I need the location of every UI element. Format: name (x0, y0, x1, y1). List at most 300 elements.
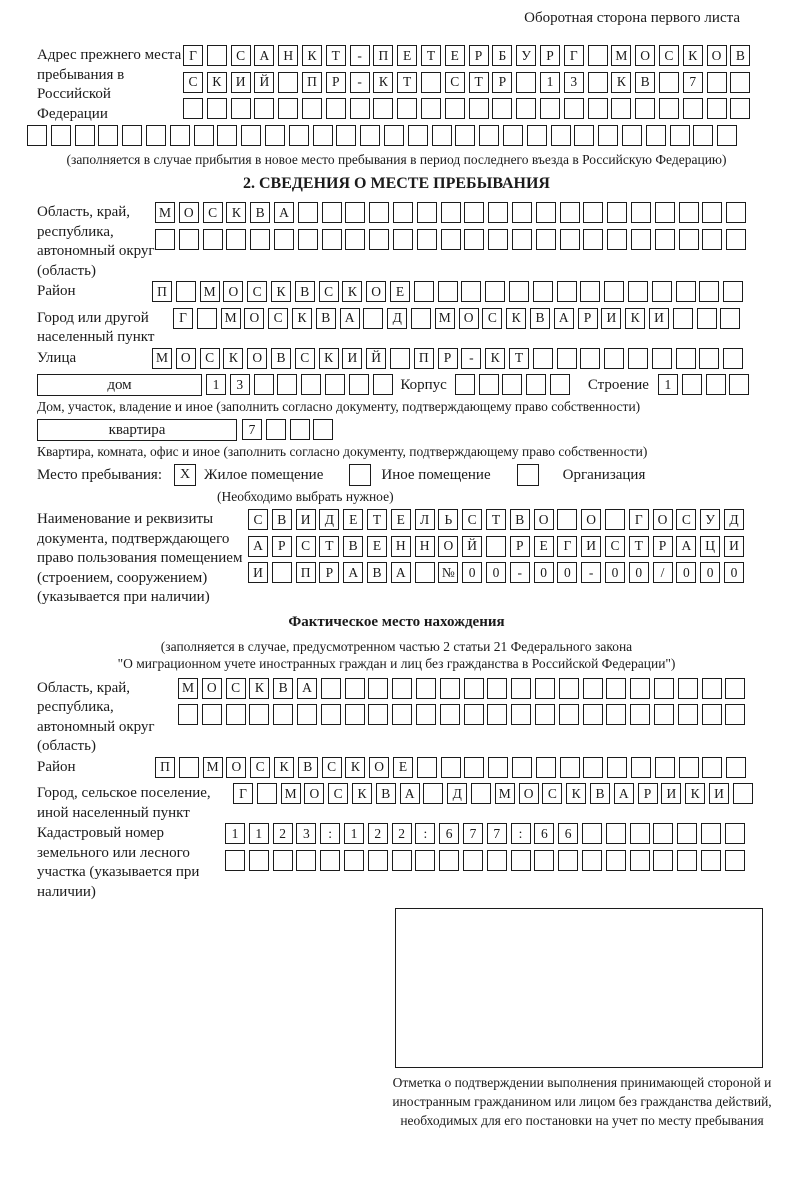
char-cell[interactable] (322, 229, 342, 250)
char-cell[interactable] (733, 783, 753, 804)
char-cell[interactable]: С (676, 509, 696, 530)
char-cell[interactable] (183, 98, 203, 119)
char-cell[interactable] (461, 281, 481, 302)
char-cell[interactable]: В (343, 536, 363, 557)
char-cell[interactable]: 6 (534, 823, 554, 844)
char-cell[interactable] (582, 823, 602, 844)
char-cell[interactable] (417, 202, 437, 223)
char-cell[interactable] (297, 704, 317, 725)
char-cell[interactable] (697, 308, 717, 329)
char-cell[interactable] (207, 98, 227, 119)
char-cell[interactable] (416, 704, 436, 725)
char-cell[interactable]: : (320, 823, 340, 844)
char-cell[interactable] (415, 850, 435, 871)
char-cell[interactable]: К (373, 72, 393, 93)
char-cell[interactable]: Р (578, 308, 598, 329)
char-cell[interactable]: Г (629, 509, 649, 530)
char-cell[interactable] (512, 202, 532, 223)
char-cell[interactable] (75, 125, 95, 146)
char-cell[interactable]: В (376, 783, 396, 804)
char-cell[interactable]: О (534, 509, 554, 530)
char-cell[interactable] (654, 678, 674, 699)
char-cell[interactable] (274, 229, 294, 250)
char-cell[interactable] (670, 125, 690, 146)
char-cell[interactable] (416, 678, 436, 699)
char-cell[interactable]: С (268, 308, 288, 329)
char-cell[interactable]: Г (233, 783, 253, 804)
char-cell[interactable]: Т (367, 509, 387, 530)
char-cell[interactable]: И (724, 536, 744, 557)
char-cell[interactable]: 3 (230, 374, 250, 395)
char-cell[interactable] (492, 98, 512, 119)
char-cell[interactable] (706, 374, 726, 395)
char-cell[interactable] (622, 125, 642, 146)
char-cell[interactable] (701, 850, 721, 871)
char-cell[interactable] (485, 281, 505, 302)
char-cell[interactable] (313, 125, 333, 146)
char-cell[interactable] (540, 98, 560, 119)
char-cell[interactable] (202, 704, 222, 725)
char-cell[interactable] (527, 125, 547, 146)
char-cell[interactable] (702, 678, 722, 699)
char-cell[interactable]: В (271, 348, 291, 369)
char-cell[interactable] (582, 850, 602, 871)
char-cell[interactable] (464, 202, 484, 223)
char-cell[interactable]: С (295, 348, 315, 369)
char-cell[interactable] (296, 850, 316, 871)
char-cell[interactable]: О (176, 348, 196, 369)
char-cell[interactable]: К (506, 308, 526, 329)
char-cell[interactable] (207, 45, 227, 66)
char-cell[interactable] (557, 281, 577, 302)
char-cell[interactable]: С (319, 281, 339, 302)
char-cell[interactable] (155, 229, 175, 250)
char-cell[interactable] (652, 348, 672, 369)
char-cell[interactable] (290, 419, 310, 440)
char-cell[interactable] (588, 98, 608, 119)
char-cell[interactable] (536, 229, 556, 250)
char-cell[interactable]: - (461, 348, 481, 369)
char-cell[interactable] (725, 850, 745, 871)
char-cell[interactable]: Е (343, 509, 363, 530)
char-cell[interactable]: С (542, 783, 562, 804)
char-cell[interactable] (479, 125, 499, 146)
char-cell[interactable] (321, 704, 341, 725)
char-cell[interactable] (580, 348, 600, 369)
char-cell[interactable] (225, 850, 245, 871)
char-cell[interactable]: И (248, 562, 268, 583)
char-cell[interactable]: О (244, 308, 264, 329)
char-cell[interactable]: Р (540, 45, 560, 66)
char-cell[interactable]: 0 (534, 562, 554, 583)
char-cell[interactable] (432, 125, 452, 146)
char-cell[interactable]: 2 (368, 823, 388, 844)
char-cell[interactable] (217, 125, 237, 146)
char-cell[interactable] (197, 308, 217, 329)
char-cell[interactable]: О (223, 281, 243, 302)
char-cell[interactable]: В (250, 202, 270, 223)
char-cell[interactable] (511, 704, 531, 725)
char-cell[interactable] (652, 281, 672, 302)
char-cell[interactable]: К (274, 757, 294, 778)
char-cell[interactable] (445, 98, 465, 119)
char-cell[interactable] (560, 202, 580, 223)
char-cell[interactable] (605, 509, 625, 530)
char-cell[interactable] (502, 374, 522, 395)
char-cell[interactable]: Д (319, 509, 339, 530)
char-cell[interactable] (655, 202, 675, 223)
char-cell[interactable]: Т (326, 45, 346, 66)
char-cell[interactable]: У (700, 509, 720, 530)
char-cell[interactable]: 1 (658, 374, 678, 395)
char-cell[interactable] (408, 125, 428, 146)
char-cell[interactable]: О (179, 202, 199, 223)
char-cell[interactable]: О (226, 757, 246, 778)
char-cell[interactable] (363, 308, 383, 329)
char-cell[interactable] (707, 72, 727, 93)
char-cell[interactable]: М (155, 202, 175, 223)
char-cell[interactable]: Й (462, 536, 482, 557)
char-cell[interactable]: К (292, 308, 312, 329)
char-cell[interactable]: К (302, 45, 322, 66)
char-cell[interactable]: 0 (605, 562, 625, 583)
char-cell[interactable] (550, 374, 570, 395)
char-cell[interactable]: К (271, 281, 291, 302)
char-cell[interactable]: Е (390, 281, 410, 302)
char-cell[interactable] (604, 348, 624, 369)
char-cell[interactable] (598, 125, 618, 146)
char-cell[interactable]: К (319, 348, 339, 369)
char-cell[interactable]: В (272, 509, 292, 530)
char-cell[interactable]: 0 (700, 562, 720, 583)
char-cell[interactable] (607, 757, 627, 778)
char-cell[interactable]: И (231, 72, 251, 93)
char-cell[interactable] (560, 229, 580, 250)
char-cell[interactable] (266, 419, 286, 440)
char-cell[interactable] (464, 704, 484, 725)
residential-checkbox[interactable]: X (174, 464, 196, 486)
char-cell[interactable]: О (369, 757, 389, 778)
char-cell[interactable] (122, 125, 142, 146)
char-cell[interactable] (464, 229, 484, 250)
char-cell[interactable] (678, 678, 698, 699)
char-cell[interactable] (336, 125, 356, 146)
char-cell[interactable]: В (295, 281, 315, 302)
char-cell[interactable]: Т (509, 348, 529, 369)
char-cell[interactable]: 1 (540, 72, 560, 93)
char-cell[interactable]: К (625, 308, 645, 329)
char-cell[interactable] (682, 374, 702, 395)
char-cell[interactable] (393, 202, 413, 223)
char-cell[interactable]: Р (272, 536, 292, 557)
char-cell[interactable] (726, 202, 746, 223)
char-cell[interactable]: К (223, 348, 243, 369)
char-cell[interactable]: М (495, 783, 515, 804)
char-cell[interactable] (534, 850, 554, 871)
char-cell[interactable]: А (343, 562, 363, 583)
char-cell[interactable] (421, 72, 441, 93)
char-cell[interactable] (611, 98, 631, 119)
char-cell[interactable]: С (247, 281, 267, 302)
char-cell[interactable]: К (683, 45, 703, 66)
char-cell[interactable]: М (435, 308, 455, 329)
other-premises-checkbox[interactable] (349, 464, 371, 486)
char-cell[interactable]: М (152, 348, 172, 369)
char-cell[interactable]: А (340, 308, 360, 329)
char-cell[interactable]: А (400, 783, 420, 804)
char-cell[interactable] (414, 281, 434, 302)
char-cell[interactable] (278, 72, 298, 93)
char-cell[interactable]: К (345, 757, 365, 778)
char-cell[interactable] (558, 850, 578, 871)
char-cell[interactable]: П (302, 72, 322, 93)
char-cell[interactable] (289, 125, 309, 146)
organization-checkbox[interactable] (517, 464, 539, 486)
char-cell[interactable] (440, 704, 460, 725)
char-cell[interactable] (273, 850, 293, 871)
char-cell[interactable]: С (605, 536, 625, 557)
char-cell[interactable] (226, 704, 246, 725)
char-cell[interactable] (725, 704, 745, 725)
char-cell[interactable] (272, 562, 292, 583)
char-cell[interactable] (559, 704, 579, 725)
char-cell[interactable] (630, 678, 650, 699)
char-cell[interactable]: А (614, 783, 634, 804)
char-cell[interactable] (488, 757, 508, 778)
char-cell[interactable]: Т (397, 72, 417, 93)
char-cell[interactable]: У (516, 45, 536, 66)
char-cell[interactable]: Ц (700, 536, 720, 557)
char-cell[interactable] (683, 98, 703, 119)
char-cell[interactable] (702, 229, 722, 250)
char-cell[interactable] (98, 125, 118, 146)
char-cell[interactable]: О (366, 281, 386, 302)
char-cell[interactable] (723, 281, 743, 302)
char-cell[interactable] (630, 850, 650, 871)
char-cell[interactable]: О (581, 509, 601, 530)
char-cell[interactable] (607, 229, 627, 250)
char-cell[interactable]: 1 (206, 374, 226, 395)
char-cell[interactable] (455, 374, 475, 395)
char-cell[interactable]: К (611, 72, 631, 93)
char-cell[interactable] (630, 704, 650, 725)
char-cell[interactable] (631, 229, 651, 250)
char-cell[interactable] (725, 678, 745, 699)
char-cell[interactable]: Т (469, 72, 489, 93)
char-cell[interactable] (326, 98, 346, 119)
char-cell[interactable]: Г (557, 536, 577, 557)
char-cell[interactable] (653, 823, 673, 844)
char-cell[interactable]: - (350, 45, 370, 66)
char-cell[interactable]: 1 (225, 823, 245, 844)
char-cell[interactable] (659, 98, 679, 119)
char-cell[interactable] (628, 348, 648, 369)
char-cell[interactable]: К (685, 783, 705, 804)
char-cell[interactable] (535, 678, 555, 699)
char-cell[interactable] (373, 374, 393, 395)
char-cell[interactable] (373, 98, 393, 119)
char-cell[interactable]: О (519, 783, 539, 804)
char-cell[interactable]: 0 (486, 562, 506, 583)
char-cell[interactable] (699, 281, 719, 302)
char-cell[interactable] (631, 202, 651, 223)
char-cell[interactable] (526, 374, 546, 395)
char-cell[interactable] (677, 823, 697, 844)
char-cell[interactable] (417, 229, 437, 250)
char-cell[interactable] (487, 678, 507, 699)
char-cell[interactable]: - (350, 72, 370, 93)
char-cell[interactable] (702, 704, 722, 725)
char-cell[interactable] (536, 757, 556, 778)
char-cell[interactable] (536, 202, 556, 223)
char-cell[interactable] (583, 678, 603, 699)
char-cell[interactable]: 6 (558, 823, 578, 844)
char-cell[interactable]: Р (319, 562, 339, 583)
char-cell[interactable] (702, 757, 722, 778)
char-cell[interactable]: М (200, 281, 220, 302)
char-cell[interactable] (51, 125, 71, 146)
char-cell[interactable] (635, 98, 655, 119)
char-cell[interactable]: Ь (438, 509, 458, 530)
char-cell[interactable]: М (221, 308, 241, 329)
char-cell[interactable]: М (281, 783, 301, 804)
char-cell[interactable]: Р (438, 348, 458, 369)
char-cell[interactable] (535, 704, 555, 725)
char-cell[interactable] (673, 308, 693, 329)
char-cell[interactable]: Д (447, 783, 467, 804)
char-cell[interactable] (345, 202, 365, 223)
char-cell[interactable]: С (226, 678, 246, 699)
char-cell[interactable]: К (566, 783, 586, 804)
char-cell[interactable]: : (511, 823, 531, 844)
char-cell[interactable]: Е (367, 536, 387, 557)
char-cell[interactable]: Л (415, 509, 435, 530)
char-cell[interactable]: Е (534, 536, 554, 557)
char-cell[interactable] (464, 757, 484, 778)
char-cell[interactable] (559, 678, 579, 699)
char-cell[interactable]: В (635, 72, 655, 93)
char-cell[interactable]: 0 (724, 562, 744, 583)
char-cell[interactable] (439, 850, 459, 871)
char-cell[interactable]: И (661, 783, 681, 804)
char-cell[interactable] (533, 348, 553, 369)
char-cell[interactable] (726, 229, 746, 250)
char-cell[interactable] (654, 704, 674, 725)
char-cell[interactable]: / (653, 562, 673, 583)
char-cell[interactable] (723, 348, 743, 369)
char-cell[interactable] (249, 704, 269, 725)
char-cell[interactable]: И (709, 783, 729, 804)
char-cell[interactable] (583, 202, 603, 223)
char-cell[interactable] (655, 757, 675, 778)
char-cell[interactable]: С (296, 536, 316, 557)
char-cell[interactable] (250, 229, 270, 250)
char-cell[interactable] (557, 509, 577, 530)
char-cell[interactable] (679, 229, 699, 250)
char-cell[interactable] (441, 229, 461, 250)
char-cell[interactable] (678, 704, 698, 725)
char-cell[interactable]: С (250, 757, 270, 778)
char-cell[interactable]: А (248, 536, 268, 557)
char-cell[interactable] (628, 281, 648, 302)
char-cell[interactable]: О (438, 536, 458, 557)
char-cell[interactable]: П (155, 757, 175, 778)
char-cell[interactable]: Т (319, 536, 339, 557)
char-cell[interactable]: С (200, 348, 220, 369)
char-cell[interactable]: В (530, 308, 550, 329)
char-cell[interactable] (464, 678, 484, 699)
char-cell[interactable] (486, 536, 506, 557)
char-cell[interactable] (349, 374, 369, 395)
char-cell[interactable] (707, 98, 727, 119)
char-cell[interactable] (179, 229, 199, 250)
char-cell[interactable] (630, 823, 650, 844)
char-cell[interactable]: С (322, 757, 342, 778)
char-cell[interactable] (179, 757, 199, 778)
char-cell[interactable]: О (707, 45, 727, 66)
char-cell[interactable] (273, 704, 293, 725)
char-cell[interactable] (471, 783, 491, 804)
char-cell[interactable] (463, 850, 483, 871)
char-cell[interactable] (369, 229, 389, 250)
char-cell[interactable] (655, 229, 675, 250)
char-cell[interactable]: О (202, 678, 222, 699)
char-cell[interactable] (512, 757, 532, 778)
char-cell[interactable]: Г (183, 45, 203, 66)
char-cell[interactable]: В (510, 509, 530, 530)
char-cell[interactable]: О (653, 509, 673, 530)
char-cell[interactable] (417, 757, 437, 778)
char-cell[interactable]: Д (724, 509, 744, 530)
char-cell[interactable] (730, 98, 750, 119)
char-cell[interactable] (368, 704, 388, 725)
char-cell[interactable] (345, 678, 365, 699)
char-cell[interactable] (606, 704, 626, 725)
char-cell[interactable] (677, 850, 697, 871)
char-cell[interactable] (574, 125, 594, 146)
char-cell[interactable] (392, 704, 412, 725)
char-cell[interactable] (588, 72, 608, 93)
char-cell[interactable] (720, 308, 740, 329)
char-cell[interactable] (580, 281, 600, 302)
char-cell[interactable]: И (296, 509, 316, 530)
char-cell[interactable] (393, 229, 413, 250)
char-cell[interactable] (369, 202, 389, 223)
char-cell[interactable] (488, 229, 508, 250)
char-cell[interactable]: 7 (242, 419, 262, 440)
char-cell[interactable] (730, 72, 750, 93)
char-cell[interactable] (176, 281, 196, 302)
char-cell[interactable] (350, 98, 370, 119)
char-cell[interactable] (415, 562, 435, 583)
char-cell[interactable]: - (510, 562, 530, 583)
char-cell[interactable]: А (554, 308, 574, 329)
char-cell[interactable]: А (676, 536, 696, 557)
char-cell[interactable] (607, 202, 627, 223)
char-cell[interactable]: И (601, 308, 621, 329)
char-cell[interactable] (479, 374, 499, 395)
char-cell[interactable]: С (183, 72, 203, 93)
char-cell[interactable]: Н (278, 45, 298, 66)
char-cell[interactable] (604, 281, 624, 302)
char-cell[interactable]: К (342, 281, 362, 302)
char-cell[interactable]: М (178, 678, 198, 699)
char-cell[interactable]: П (152, 281, 172, 302)
char-cell[interactable] (421, 98, 441, 119)
char-cell[interactable]: С (203, 202, 223, 223)
char-cell[interactable] (631, 757, 651, 778)
char-cell[interactable]: А (274, 202, 294, 223)
